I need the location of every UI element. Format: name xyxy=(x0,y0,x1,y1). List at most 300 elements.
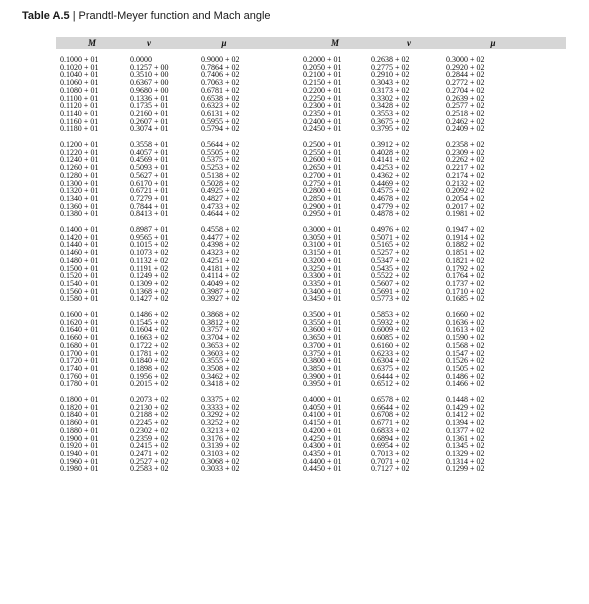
table-cell: 0.6444 + 02 xyxy=(371,371,410,381)
table-cell: 0.2950 + 01 xyxy=(303,209,342,219)
table-cell: 0.4050 + 01 xyxy=(303,402,342,412)
table-cell: 0.3868 + 02 xyxy=(201,310,240,319)
table-cell: 0.3510 + 00 xyxy=(130,70,169,80)
table-cell: 0.6538 + 02 xyxy=(201,93,240,103)
table-cell: 0.1299 + 02 xyxy=(446,464,485,474)
table-number: Table A.5 xyxy=(22,10,70,22)
table-cell: 0.2900 + 01 xyxy=(303,201,342,211)
table-cell: 0.1249 + 02 xyxy=(130,271,169,281)
row-group xyxy=(56,226,566,311)
table-cell: 0.2415 + 02 xyxy=(130,441,169,451)
table-cell: 0.3750 + 01 xyxy=(303,348,342,358)
table-cell: 0.1560 + 01 xyxy=(60,286,99,296)
table-cell: 0.1600 + 01 xyxy=(60,310,99,319)
table-cell: 0.4028 + 02 xyxy=(371,147,410,157)
table-cell: 0.2017 + 02 xyxy=(446,201,485,211)
table-cell: 0.2704 + 02 xyxy=(446,85,485,95)
table-cell: 0.2800 + 01 xyxy=(303,186,342,196)
table-cell: 0.9680 + 00 xyxy=(130,85,169,95)
table-cell: 0.6375 + 02 xyxy=(371,363,410,373)
table-title: Prandtl-Meyer function and Mach angle xyxy=(78,10,271,22)
table-cell: 0.3462 + 02 xyxy=(201,371,240,381)
table-cell: 0.3900 + 01 xyxy=(303,371,342,381)
table-cell: 0.6170 + 01 xyxy=(130,178,169,188)
table-cell: 0.1429 + 02 xyxy=(446,402,485,412)
table-cell: 0.2920 + 02 xyxy=(446,62,485,72)
table-cell: 0.4057 + 01 xyxy=(130,147,169,157)
table-cell: 0.8413 + 01 xyxy=(130,209,169,219)
table-cell: 0.7279 + 01 xyxy=(130,193,169,203)
table-cell: 0.3100 + 01 xyxy=(303,240,342,250)
table-cell: 0.4575 + 02 xyxy=(371,186,410,196)
table-cell: 0.2638 + 02 xyxy=(371,55,410,64)
table-cell: 0.1505 + 02 xyxy=(446,363,485,373)
table-cell: 0.3950 + 01 xyxy=(303,379,342,389)
table-cell: 0.1420 + 01 xyxy=(60,232,99,242)
table-cell: 0.1140 + 01 xyxy=(60,108,99,118)
table-cell: 0.1792 + 02 xyxy=(446,263,485,273)
table-cell: 0.3292 + 02 xyxy=(201,410,240,420)
table-cell: 0.1840 + 01 xyxy=(60,410,99,420)
table-cell: 0.5347 + 02 xyxy=(371,255,410,265)
table-row xyxy=(56,210,566,218)
table-cell: 0.2350 + 01 xyxy=(303,108,342,118)
table-cell: 0.3650 + 01 xyxy=(303,333,342,343)
table-cell: 0.7063 + 02 xyxy=(201,78,240,88)
table-cell: 0.3173 + 02 xyxy=(371,85,410,95)
table-cell: 0.1700 + 01 xyxy=(60,348,99,358)
table-cell: 0.2359 + 02 xyxy=(130,433,169,443)
table-cell: 0.4569 + 01 xyxy=(130,155,169,165)
table-cell: 0.3850 + 01 xyxy=(303,363,342,373)
table-cell: 0.1880 + 01 xyxy=(60,425,99,435)
table-cell: 0.7406 + 02 xyxy=(201,70,240,80)
table-cell: 0.1760 + 01 xyxy=(60,371,99,381)
table-cell: 0.2850 + 01 xyxy=(303,193,342,203)
table-cell: 0.5627 + 01 xyxy=(130,170,169,180)
table-cell: 0.6085 + 02 xyxy=(371,333,410,343)
table-cell: 0.4323 + 02 xyxy=(201,248,240,258)
table-cell: 0.1860 + 01 xyxy=(60,418,99,428)
table-cell: 0.1336 + 01 xyxy=(130,93,169,103)
caption-separator: | xyxy=(72,10,76,22)
row-group xyxy=(56,396,566,481)
table-cell: 0.0000 xyxy=(130,55,152,64)
table-cell: 0.1180 + 01 xyxy=(60,124,99,134)
table-cell: 0.3300 + 01 xyxy=(303,271,342,281)
table-cell: 0.4000 + 01 xyxy=(303,395,342,404)
table-cell: 0.5607 + 02 xyxy=(371,278,410,288)
table-cell: 0.1685 + 02 xyxy=(446,294,485,304)
table-cell: 0.1486 + 02 xyxy=(446,371,485,381)
table-cell: 0.2500 + 01 xyxy=(303,140,342,149)
table-cell: 0.2450 + 01 xyxy=(303,124,342,134)
table-cell: 0.2174 + 02 xyxy=(446,170,485,180)
table-cell: 0.1132 + 02 xyxy=(130,255,169,265)
table-cell: 0.3675 + 02 xyxy=(371,116,410,126)
table-cell: 0.1882 + 02 xyxy=(446,240,485,250)
table-cell: 0.5794 + 02 xyxy=(201,124,240,134)
table-cell: 0.1340 + 01 xyxy=(60,193,99,203)
table-cell: 0.3139 + 02 xyxy=(201,441,240,451)
table-cell: 0.2217 + 02 xyxy=(446,163,485,173)
table-cell: 0.2844 + 02 xyxy=(446,70,485,80)
table-cell: 0.4300 + 01 xyxy=(303,441,342,451)
table-cell: 0.1947 + 02 xyxy=(446,225,485,234)
table-cell: 0.2527 + 02 xyxy=(130,456,169,466)
table-cell: 0.2188 + 02 xyxy=(130,410,169,420)
table-cell: 0.1394 + 02 xyxy=(446,418,485,428)
table-cell: 0.2750 + 01 xyxy=(303,178,342,188)
table-cell: 0.6304 + 02 xyxy=(371,356,410,366)
table-cell: 0.1620 + 01 xyxy=(60,317,99,327)
table-cell: 0.6160 + 02 xyxy=(371,340,410,350)
table-cell: 0.2358 + 02 xyxy=(446,140,485,149)
table-cell: 0.8987 + 01 xyxy=(130,225,169,234)
table-cell: 0.2772 + 02 xyxy=(446,78,485,88)
table-cell: 0.1545 + 02 xyxy=(130,317,169,327)
table-cell: 0.4400 + 01 xyxy=(303,456,342,466)
table-cell: 0.1526 + 02 xyxy=(446,356,485,366)
table-cell: 0.2050 + 01 xyxy=(303,62,342,72)
table-cell: 0.1080 + 01 xyxy=(60,85,99,95)
table-cell: 0.4469 + 02 xyxy=(371,178,410,188)
table-header: M ν μ M ν μ xyxy=(56,37,566,49)
table-cell: 0.4350 + 01 xyxy=(303,448,342,458)
table-cell: 0.3213 + 02 xyxy=(201,425,240,435)
table-cell: 0.3653 + 02 xyxy=(201,340,240,350)
table-cell: 0.4477 + 02 xyxy=(201,232,240,242)
table-cell: 0.4049 + 02 xyxy=(201,278,240,288)
table-cell: 0.3508 + 02 xyxy=(201,363,240,373)
table-cell: 0.6644 + 02 xyxy=(371,402,410,412)
table-cell: 0.3450 + 01 xyxy=(303,294,342,304)
table-cell: 0.1309 + 02 xyxy=(130,278,169,288)
table-cell: 0.3150 + 01 xyxy=(303,248,342,258)
table-cell: 0.5071 + 02 xyxy=(371,232,410,242)
table-cell: 0.2132 + 02 xyxy=(446,178,485,188)
table-cell: 0.5435 + 02 xyxy=(371,263,410,273)
table-cell: 0.3043 + 02 xyxy=(371,78,410,88)
table-cell: 0.1764 + 02 xyxy=(446,271,485,281)
table-cell: 0.1740 + 01 xyxy=(60,363,99,373)
table-cell: 0.5253 + 02 xyxy=(201,163,240,173)
table-cell: 0.1377 + 02 xyxy=(446,425,485,435)
table-cell: 0.5853 + 02 xyxy=(371,310,410,319)
table-cell: 0.2245 + 02 xyxy=(130,418,169,428)
table-cell: 0.3033 + 02 xyxy=(201,464,240,474)
table-cell: 0.3500 + 01 xyxy=(303,310,342,319)
table-cell: 0.3912 + 02 xyxy=(371,140,410,149)
table-cell: 0.2000 + 01 xyxy=(303,55,342,64)
table-cell: 0.7127 + 02 xyxy=(371,464,410,474)
table-cell: 0.4253 + 02 xyxy=(371,163,410,173)
table-cell: 0.6131 + 02 xyxy=(201,108,240,118)
table-cell: 0.2775 + 02 xyxy=(371,62,410,72)
table-caption xyxy=(22,10,271,22)
table-cell: 0.2400 + 01 xyxy=(303,116,342,126)
table-cell: 0.1073 + 02 xyxy=(130,248,169,258)
table-cell: 0.2700 + 01 xyxy=(303,170,342,180)
table-cell: 0.5932 + 02 xyxy=(371,317,410,327)
table-cell: 0.2550 + 01 xyxy=(303,147,342,157)
table-cell: 0.3927 + 02 xyxy=(201,294,240,304)
table-cell: 0.1680 + 01 xyxy=(60,340,99,350)
table-cell: 0.6323 + 02 xyxy=(201,101,240,111)
table-cell: 0.1480 + 01 xyxy=(60,255,99,265)
table-cell: 0.1040 + 01 xyxy=(60,70,99,80)
table-cell: 0.1781 + 02 xyxy=(130,348,169,358)
table-cell: 0.1636 + 02 xyxy=(446,317,485,327)
table-cell: 0.4450 + 01 xyxy=(303,464,342,474)
table-cell: 0.3103 + 02 xyxy=(201,448,240,458)
table-cell: 0.7864 + 02 xyxy=(201,62,240,72)
table-cell: 0.3428 + 02 xyxy=(371,101,410,111)
table-cell: 0.4141 + 02 xyxy=(371,155,410,165)
table-cell: 0.6721 + 01 xyxy=(130,186,169,196)
table-cell: 0.3068 + 02 xyxy=(201,456,240,466)
table-cell: 0.1220 + 01 xyxy=(60,147,99,157)
table-cell: 0.5773 + 02 xyxy=(371,294,410,304)
table-cell: 0.1520 + 01 xyxy=(60,271,99,281)
table-cell: 0.1851 + 02 xyxy=(446,248,485,258)
table-cell: 0.3603 + 02 xyxy=(201,348,240,358)
table-cell: 0.3550 + 01 xyxy=(303,317,342,327)
table-cell: 0.1722 + 02 xyxy=(130,340,169,350)
table-cell: 0.5644 + 02 xyxy=(201,140,240,149)
table-cell: 0.1100 + 01 xyxy=(60,93,99,103)
table-cell: 0.4250 + 01 xyxy=(303,433,342,443)
table-cell: 0.1660 + 02 xyxy=(446,310,485,319)
table-cell: 0.3074 + 01 xyxy=(130,124,169,134)
table-cell: 0.2583 + 02 xyxy=(130,464,169,474)
table-cell: 0.1329 + 02 xyxy=(446,448,485,458)
row-group xyxy=(56,141,566,226)
table-cell: 0.2092 + 02 xyxy=(446,186,485,196)
table-cell: 0.2600 + 01 xyxy=(303,155,342,165)
table-cell: 0.1568 + 02 xyxy=(446,340,485,350)
table-cell: 0.1368 + 02 xyxy=(130,286,169,296)
table-cell: 0.2309 + 02 xyxy=(446,147,485,157)
table-row xyxy=(56,125,566,133)
table-cell: 0.1257 + 00 xyxy=(130,62,169,72)
table-cell: 0.9565 + 01 xyxy=(130,232,169,242)
table-cell: 0.1780 + 01 xyxy=(60,379,99,389)
table-cell: 0.1914 + 02 xyxy=(446,232,485,242)
table-cell: 0.1800 + 01 xyxy=(60,395,99,404)
table-row xyxy=(56,465,566,473)
table-cell: 0.1427 + 02 xyxy=(130,294,169,304)
table-cell: 0.2302 + 02 xyxy=(130,425,169,435)
table-cell: 0.1314 + 02 xyxy=(446,456,485,466)
table-cell: 0.5955 + 02 xyxy=(201,116,240,126)
table-cell: 0.3757 + 02 xyxy=(201,325,240,335)
table-cell: 0.6708 + 02 xyxy=(371,410,410,420)
table-cell: 0.4150 + 01 xyxy=(303,418,342,428)
table-cell: 0.1663 + 02 xyxy=(130,333,169,343)
table-cell: 0.5138 + 02 xyxy=(201,170,240,180)
table-cell: 0.1640 + 01 xyxy=(60,325,99,335)
table-cell: 0.2150 + 01 xyxy=(303,78,342,88)
table-cell: 0.3418 + 02 xyxy=(201,379,240,389)
table-cell: 0.2200 + 01 xyxy=(303,85,342,95)
table-cell: 0.2650 + 01 xyxy=(303,163,342,173)
table-cell: 0.1981 + 02 xyxy=(446,209,485,219)
table-cell: 0.3795 + 02 xyxy=(371,124,410,134)
table-cell: 0.1604 + 02 xyxy=(130,325,169,335)
table-cell: 0.4200 + 01 xyxy=(303,425,342,435)
table-cell: 0.1191 + 02 xyxy=(130,263,169,273)
table-cell: 0.1840 + 02 xyxy=(130,356,169,366)
row-group xyxy=(56,56,566,141)
table-cell: 0.6233 + 02 xyxy=(371,348,410,358)
table-cell: 0.5691 + 02 xyxy=(371,286,410,296)
table-cell: 0.6894 + 02 xyxy=(371,433,410,443)
row-group xyxy=(56,311,566,396)
table-cell: 0.1500 + 01 xyxy=(60,263,99,273)
table-cell: 0.1486 + 02 xyxy=(130,310,169,319)
table-cell: 0.2262 + 02 xyxy=(446,155,485,165)
table-cell: 0.5522 + 02 xyxy=(371,271,410,281)
table-cell: 0.1360 + 01 xyxy=(60,201,99,211)
table-cell: 0.2471 + 02 xyxy=(130,448,169,458)
table-cell: 0.1400 + 01 xyxy=(60,225,99,234)
table-cell: 0.1412 + 02 xyxy=(446,410,485,420)
table-cell: 0.1940 + 01 xyxy=(60,448,99,458)
table-cell: 0.5165 + 02 xyxy=(371,240,410,250)
table-cell: 0.3200 + 01 xyxy=(303,255,342,265)
table-cell: 0.3375 + 02 xyxy=(201,395,240,404)
table-cell: 0.1240 + 01 xyxy=(60,155,99,165)
table-cell: 0.4827 + 02 xyxy=(201,193,240,203)
table-cell: 0.7071 + 02 xyxy=(371,456,410,466)
table-cell: 0.1448 + 02 xyxy=(446,395,485,404)
table-cell: 0.6367 + 00 xyxy=(130,78,169,88)
table-cell: 0.3555 + 02 xyxy=(201,356,240,366)
table-cell: 0.1440 + 01 xyxy=(60,240,99,250)
table-cell: 0.1735 + 01 xyxy=(130,101,169,111)
table-cell: 0.4644 + 02 xyxy=(201,209,240,219)
table-cell: 0.2577 + 02 xyxy=(446,101,485,111)
table-cell: 0.1980 + 01 xyxy=(60,464,99,474)
table-cell: 0.6512 + 02 xyxy=(371,379,410,389)
table-cell: 0.5093 + 01 xyxy=(130,163,169,173)
table-cell: 0.4100 + 01 xyxy=(303,410,342,420)
table-cell: 0.4398 + 02 xyxy=(201,240,240,250)
table-cell: 0.2607 + 01 xyxy=(130,116,169,126)
table-cell: 0.2250 + 01 xyxy=(303,93,342,103)
table-cell: 0.4976 + 02 xyxy=(371,225,410,234)
table-cell: 0.1280 + 01 xyxy=(60,170,99,180)
table-cell: 0.1260 + 01 xyxy=(60,163,99,173)
table-cell: 0.3250 + 01 xyxy=(303,263,342,273)
table-cell: 0.1547 + 02 xyxy=(446,348,485,358)
table-cell: 0.1320 + 01 xyxy=(60,186,99,196)
table-cell: 0.2409 + 02 xyxy=(446,124,485,134)
table-cell: 0.3050 + 01 xyxy=(303,232,342,242)
table-cell: 0.4181 + 02 xyxy=(201,263,240,273)
table-cell: 0.3333 + 02 xyxy=(201,402,240,412)
table-cell: 0.3600 + 01 xyxy=(303,325,342,335)
table-cell: 0.3000 + 01 xyxy=(303,225,342,234)
table-cell: 0.4362 + 02 xyxy=(371,170,410,180)
table-cell: 0.1120 + 01 xyxy=(60,101,99,111)
table-cell: 0.2073 + 02 xyxy=(130,395,169,404)
table-cell: 0.3302 + 02 xyxy=(371,93,410,103)
table-cell: 0.6781 + 02 xyxy=(201,85,240,95)
table-cell: 0.3000 + 02 xyxy=(446,55,485,64)
table-cell: 0.2100 + 01 xyxy=(303,70,342,80)
table-cell: 0.2130 + 02 xyxy=(130,402,169,412)
table-body xyxy=(56,56,566,481)
table-cell: 0.4114 + 02 xyxy=(201,271,240,281)
table-cell: 0.3800 + 01 xyxy=(303,356,342,366)
table-cell: 0.2054 + 02 xyxy=(446,193,485,203)
table-cell: 0.3252 + 02 xyxy=(201,418,240,428)
table-cell: 0.1710 + 02 xyxy=(446,286,485,296)
table-cell: 0.2518 + 02 xyxy=(446,108,485,118)
table-cell: 0.4779 + 02 xyxy=(371,201,410,211)
table-cell: 0.3987 + 02 xyxy=(201,286,240,296)
table-cell: 0.1345 + 02 xyxy=(446,441,485,451)
table-cell: 0.4558 + 02 xyxy=(201,225,240,234)
table-cell: 0.4878 + 02 xyxy=(371,209,410,219)
table-cell: 0.4733 + 02 xyxy=(201,201,240,211)
table-cell: 0.3704 + 02 xyxy=(201,333,240,343)
table-cell: 0.1540 + 01 xyxy=(60,278,99,288)
table-cell: 0.1660 + 01 xyxy=(60,333,99,343)
table-cell: 0.2015 + 02 xyxy=(130,379,169,389)
table-cell: 0.3812 + 02 xyxy=(201,317,240,327)
table-cell: 0.1960 + 01 xyxy=(60,456,99,466)
table-cell: 0.7013 + 02 xyxy=(371,448,410,458)
table-cell: 0.1737 + 02 xyxy=(446,278,485,288)
table-cell: 0.6578 + 02 xyxy=(371,395,410,404)
table-cell: 0.9000 + 02 xyxy=(201,55,240,64)
table-row xyxy=(56,380,566,388)
table-cell: 0.1898 + 02 xyxy=(130,363,169,373)
table-cell: 0.2462 + 02 xyxy=(446,116,485,126)
table-cell: 0.1000 + 01 xyxy=(60,55,99,64)
table-cell: 0.1590 + 02 xyxy=(446,333,485,343)
table-cell: 0.3553 + 02 xyxy=(371,108,410,118)
table-cell: 0.1015 + 02 xyxy=(130,240,169,250)
table-cell: 0.1613 + 02 xyxy=(446,325,485,335)
table-cell: 0.1466 + 02 xyxy=(446,379,485,389)
table-cell: 0.1361 + 02 xyxy=(446,433,485,443)
table-cell: 0.6771 + 02 xyxy=(371,418,410,428)
table-cell: 0.1580 + 01 xyxy=(60,294,99,304)
table-cell: 0.1920 + 01 xyxy=(60,441,99,451)
table-cell: 0.5375 + 02 xyxy=(201,155,240,165)
table-cell: 0.1020 + 01 xyxy=(60,62,99,72)
table-cell: 0.1821 + 02 xyxy=(446,255,485,265)
table-cell: 0.5505 + 02 xyxy=(201,147,240,157)
table-cell: 0.3176 + 02 xyxy=(201,433,240,443)
table-cell: 0.7844 + 01 xyxy=(130,201,169,211)
table-cell: 0.4925 + 02 xyxy=(201,186,240,196)
table-cell: 0.1720 + 01 xyxy=(60,356,99,366)
table-cell: 0.1820 + 01 xyxy=(60,402,99,412)
table-cell: 0.1200 + 01 xyxy=(60,140,99,149)
table-cell: 0.1060 + 01 xyxy=(60,78,99,88)
table-cell: 0.4678 + 02 xyxy=(371,193,410,203)
table-cell: 0.1956 + 02 xyxy=(130,371,169,381)
table-cell: 0.1160 + 01 xyxy=(60,116,99,126)
table-cell: 0.5028 + 02 xyxy=(201,178,240,188)
table-cell: 0.3350 + 01 xyxy=(303,278,342,288)
table-cell: 0.2639 + 02 xyxy=(446,93,485,103)
